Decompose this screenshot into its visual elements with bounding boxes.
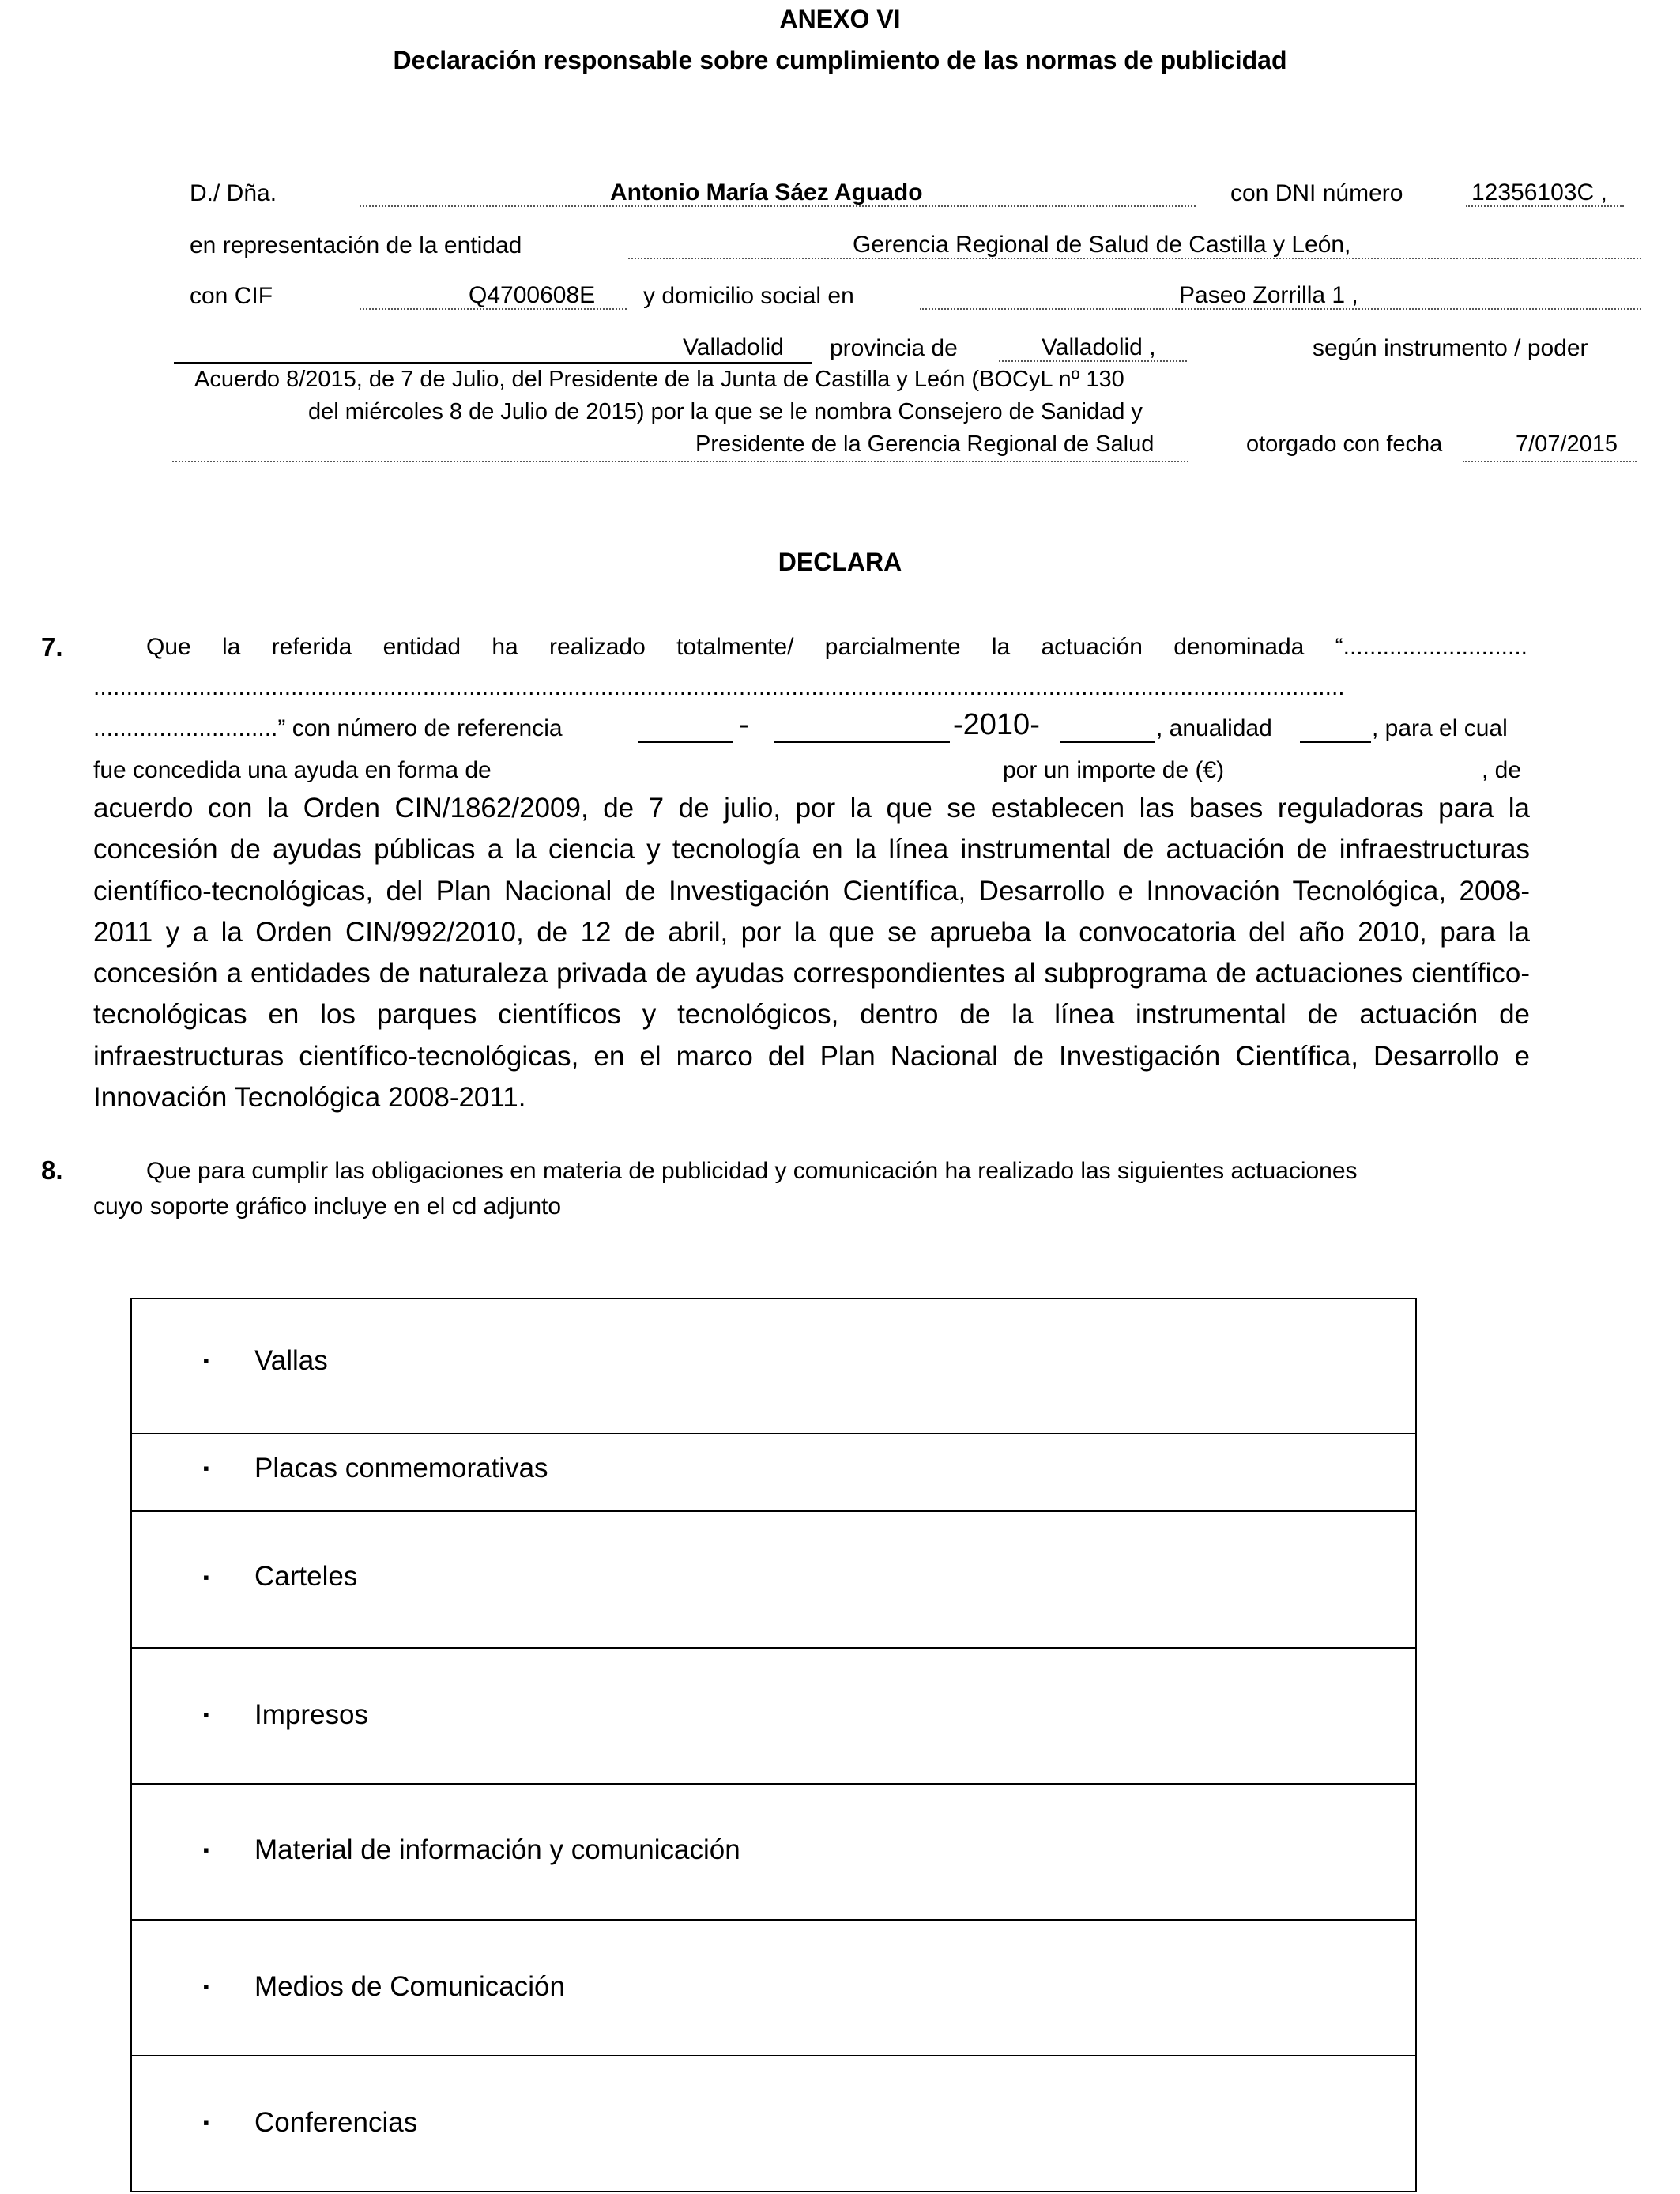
bullet-icon: ▪ (203, 1458, 209, 1478)
reference-year: -2010- (953, 708, 1040, 741)
cif-label: con CIF (190, 283, 273, 309)
dni-field[interactable]: 12356103C , (1471, 179, 1607, 205)
date-field[interactable]: 7/07/2015 (1516, 432, 1618, 457)
table-row-label: Impresos (254, 1699, 368, 1730)
table-row-label: Vallas (254, 1345, 328, 1376)
instrument-label: según instrumento / poder (1313, 335, 1588, 361)
table-row (132, 1921, 1415, 2056)
bullet-icon: ▪ (203, 1840, 209, 1860)
reference-blank-3[interactable] (1060, 741, 1155, 743)
cif-field[interactable]: Q4700608E (469, 282, 596, 308)
table-row (132, 1434, 1415, 1512)
bullet-icon: ▪ (203, 1705, 209, 1725)
item-7-line-2: .............................................................................................................................................................................................. (93, 674, 1345, 700)
name-field[interactable]: Antonio María Sáez Aguado (610, 179, 923, 205)
actions-table (130, 1298, 1417, 2192)
annuality-label: , anualidad (1156, 715, 1272, 741)
item-8-number: 8. (41, 1155, 63, 1185)
reference-blank-2[interactable] (774, 741, 950, 743)
dni-label: con DNI número (1230, 180, 1403, 206)
table-row (132, 2056, 1415, 2191)
aid-form-label: fue concedida una ayuda en forma de (93, 757, 492, 783)
declara-heading: DECLARA (778, 548, 902, 576)
item-7-reference-label: ............................” con número de referencia (93, 715, 563, 741)
for-which-label: , para el cual (1372, 715, 1508, 741)
instrument-underline (172, 461, 1188, 462)
table-row-label: Medios de Comunicación (254, 1971, 565, 2002)
table-row (132, 1785, 1415, 1921)
item-8-line-1: Que para cumplir las obligaciones en materia de publicidad y comunicación ha realizado las siguientes actuaciones (146, 1158, 1358, 1184)
bullet-icon: ▪ (203, 1351, 209, 1370)
table-row (132, 1512, 1415, 1649)
item-8-line-2: cuyo soporte gráfico incluye en el cd adjunto (93, 1193, 562, 1220)
bullet-icon: ▪ (203, 2113, 209, 2132)
reference-dash: - (739, 708, 749, 741)
instrument-line-2: del miércoles 8 de Julio de 2015) por la que se le nombra Consejero de Sanidad y (308, 399, 1143, 424)
item-7-line-1: Que la referida entidad ha realizado totalmente/ parcialmente la actuación denominada “............................ (146, 634, 1527, 660)
name-label: D./ Dña. (190, 180, 277, 206)
province-label: provincia de (830, 335, 958, 361)
address-field[interactable]: Paseo Zorrilla 1 , (1179, 282, 1358, 308)
date-underline (1463, 461, 1637, 462)
date-label: otorgado con fecha (1246, 432, 1443, 457)
instrument-line-3: Presidente de la Gerencia Regional de Salud (695, 432, 1155, 457)
item-7-number: 7. (41, 632, 63, 662)
bullet-icon: ▪ (203, 1567, 209, 1587)
table-row-label: Placas conmemorativas (254, 1453, 548, 1483)
document-title: Declaración responsable sobre cumplimiento de las normas de publicidad (393, 46, 1287, 74)
entity-field[interactable]: Gerencia Regional de Salud de Castilla y León, (853, 232, 1351, 258)
de-label: , de (1482, 757, 1522, 783)
amount-label: por un importe de (€) (1003, 757, 1225, 783)
annuality-blank[interactable] (1300, 741, 1371, 743)
bullet-icon: ▪ (203, 1977, 209, 1996)
address-label: y domicilio social en (643, 283, 854, 309)
table-row-label: Material de información y comunicación (254, 1834, 740, 1865)
table-row-label: Conferencias (254, 2107, 418, 2138)
item-7-body: acuerdo con la Orden CIN/1862/2009, de 7 de julio, por la que se establecen las bases reguladoras para la concesión de ayudas públicas a la ciencia y tecnología en la línea instrumental de actuación de infraestructuras científico-tecnológicas, del Plan Nacional de Investigación Científica, Desarrollo e Innovación Tecnológica, 2008-2011 y a la Orden CIN/992/2010, de 12 de abril, por la que se aprueba la convocatoria del año 2010, para la concesión a entidades de naturaleza privada de ayudas correspondientes al subprograma de actuaciones científico-tecnológicas en los parques científicos y tecnológicos, dentro de la línea instrumental de actuación de infraestructuras científico-tecnológicas, en el marco del Plan Nacional de Investigación Científica, Desarrollo e Innovación Tecnológica 2008-2011. (93, 793, 1530, 1114)
city-underline (174, 362, 812, 364)
table-row-label: Carteles (254, 1561, 358, 1592)
annex-title: ANEXO VI (779, 5, 901, 33)
city-field[interactable]: Valladolid (683, 334, 784, 360)
reference-blank-1[interactable] (638, 741, 733, 743)
table-row (132, 1649, 1415, 1785)
entity-label: en representación de la entidad (190, 232, 522, 258)
instrument-line-1: Acuerdo 8/2015, de 7 de Julio, del Presidente de la Junta de Castilla y León (BOCyL nº 130 (194, 367, 1124, 392)
province-field[interactable]: Valladolid , (1042, 334, 1156, 360)
table-row (132, 1299, 1415, 1434)
